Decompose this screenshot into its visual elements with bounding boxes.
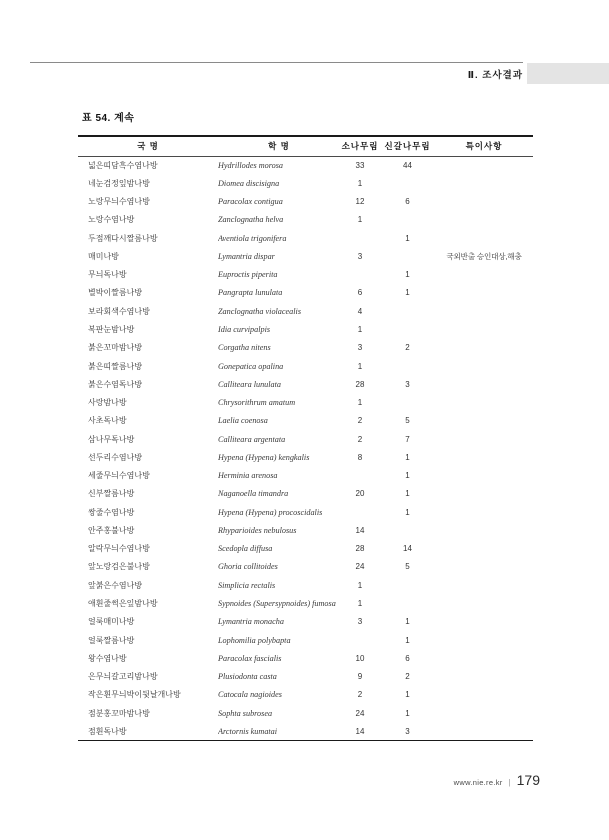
- cell-oak: [380, 320, 435, 338]
- cell-pine: 28: [355, 379, 365, 389]
- cell-note: [435, 503, 533, 521]
- cell-kor: 얼룩짤름나방: [88, 635, 135, 645]
- cell-oak: [380, 594, 435, 612]
- cell-pine: 14: [355, 525, 365, 535]
- page-number: 179: [516, 772, 540, 788]
- cell-oak: 2: [405, 343, 410, 353]
- cell-oak: 5: [405, 416, 410, 426]
- table-row: [78, 247, 533, 265]
- cell-pine: 33: [355, 160, 365, 170]
- cell-pine: 3: [357, 617, 363, 627]
- cell-oak: 6: [405, 653, 410, 663]
- cell-sci: Sophta subrosea: [218, 708, 273, 718]
- cell-kor: 알락무늬수염나방: [88, 544, 150, 554]
- footer-website: www.nie.re.kr: [453, 778, 503, 787]
- cell-oak: 1: [405, 708, 410, 718]
- cell-sci: Calliteara argentata: [218, 434, 286, 444]
- table-row: [78, 339, 533, 357]
- cell-sci: Simplicia rectalis: [218, 580, 276, 590]
- cell-note: [435, 631, 533, 649]
- cell-pine: 3: [357, 251, 363, 261]
- table-row: [78, 266, 533, 284]
- cell-sci: Naganoella timandra: [218, 489, 289, 499]
- cell-oak: [380, 211, 435, 229]
- cell-note: [435, 467, 533, 485]
- table-row: [78, 667, 533, 685]
- cell-pine: 6: [357, 288, 363, 298]
- cell-note: [435, 375, 533, 393]
- cell-sci: Hydrillodes morosa: [218, 160, 283, 170]
- section-header: Ⅱ. 조사결과: [467, 70, 523, 81]
- cell-note: [435, 667, 533, 685]
- cell-note: [435, 320, 533, 338]
- cell-kor: 사랑밤나방: [88, 398, 127, 408]
- table-row: [78, 558, 533, 576]
- cell-kor: 넓은띠담흑수염나방: [88, 160, 158, 170]
- table-row: [78, 704, 533, 722]
- cell-note: [435, 448, 533, 466]
- cell-pine: 2: [357, 690, 363, 700]
- cell-sci: Zanclognatha violacealis: [218, 306, 302, 316]
- cell-pine: [340, 229, 380, 247]
- cell-note: [435, 704, 533, 722]
- cell-oak: 1: [405, 452, 410, 462]
- table-row: [78, 613, 533, 631]
- cell-pine: 1: [357, 361, 363, 371]
- cell-kor: 은무늬갈고리밤나방: [88, 672, 158, 682]
- table-row: [78, 594, 533, 612]
- table-row: [78, 503, 533, 521]
- cell-pine: 12: [355, 197, 365, 207]
- cell-sci: Zanclognatha helva: [218, 215, 284, 225]
- column-header-pine-forest: 소나무림: [340, 136, 380, 156]
- cell-kor: 애흰줄썩은잎밤나방: [88, 599, 158, 608]
- cell-kor: 붉은띠짤름나방: [88, 361, 143, 371]
- cell-kor: 매미나방: [88, 251, 119, 261]
- cell-pine: [340, 631, 380, 649]
- cell-sci: Lophomilia polybapta: [218, 635, 291, 645]
- table-row: [78, 485, 533, 503]
- table-row: [78, 631, 533, 649]
- cell-sci: Herminia arenosa: [218, 471, 278, 481]
- cell-note: [435, 649, 533, 667]
- table-row: [78, 430, 533, 448]
- cell-note: [435, 156, 533, 174]
- cell-sci: Calliteara lunulata: [218, 379, 282, 389]
- cell-note: [435, 540, 533, 558]
- cell-sci: Catocala nagioides: [218, 690, 282, 700]
- cell-sci: Chrysorithrum amatum: [218, 398, 296, 408]
- cell-oak: 1: [405, 635, 410, 645]
- table-row: [78, 284, 533, 302]
- cell-oak: 1: [405, 507, 410, 517]
- table-title: 표 54. 계속: [82, 113, 135, 124]
- cell-oak: [380, 576, 435, 594]
- cell-kor: 삼나무독나방: [88, 434, 135, 444]
- cell-oak: 1: [405, 288, 410, 298]
- cell-kor: 점분홍꼬마밤나방: [88, 708, 150, 718]
- cell-sci: Hypena (Hypena) procoscidalis: [218, 507, 323, 517]
- cell-oak: 5: [405, 562, 410, 572]
- cell-note: [435, 393, 533, 411]
- cell-sci: Lymantria monacha: [218, 617, 284, 627]
- cell-oak: 44: [403, 160, 412, 170]
- cell-oak: 1: [405, 233, 410, 243]
- cell-note: [435, 686, 533, 704]
- header-rule: [30, 62, 523, 63]
- cell-note: [435, 485, 533, 503]
- cell-sci: Ghoria collitoides: [218, 562, 278, 572]
- column-header-scientific-name: 학 명: [218, 136, 340, 156]
- cell-pine: 1: [357, 178, 363, 188]
- cell-sci: Euproctis piperita: [218, 270, 278, 280]
- cell-pine: [340, 467, 380, 485]
- cell-kor: 붉은꼬마밤나방: [88, 343, 143, 353]
- table-row: [78, 686, 533, 704]
- cell-sci: Plusiodonta casta: [218, 672, 277, 682]
- cell-note: [435, 174, 533, 192]
- cell-sci: Paracolax contigua: [218, 197, 283, 207]
- cell-sci: Gonepatica opalina: [218, 361, 284, 371]
- cell-note: [435, 339, 533, 357]
- cell-kor: 노랑수염나방: [88, 215, 135, 225]
- cell-kor: 신부짤름나방: [88, 489, 135, 499]
- column-header-korean-name: 국 명: [78, 136, 218, 156]
- cell-note: [435, 576, 533, 594]
- cell-note: [435, 302, 533, 320]
- table-row: [78, 174, 533, 192]
- cell-sci: Hypena (Hypena) kengkalis: [218, 452, 310, 462]
- cell-pine: 8: [357, 452, 363, 462]
- cell-note: 국외반출 승인대상,해충: [446, 251, 522, 261]
- cell-sci: Scedopla diffusa: [218, 544, 273, 554]
- cell-sci: Aventiola trigonifera: [218, 233, 287, 243]
- cell-kor: 두점깨다시짤름나방: [88, 233, 158, 243]
- cell-oak: [380, 393, 435, 411]
- table-row: [78, 576, 533, 594]
- column-header-notes: 특이사항: [435, 136, 533, 156]
- cell-kor: 사초독나방: [88, 416, 127, 426]
- table-row: [78, 357, 533, 375]
- cell-sci: Diomea discisigna: [218, 178, 280, 188]
- cell-note: [435, 594, 533, 612]
- cell-pine: 3: [357, 343, 363, 353]
- table-row: [78, 412, 533, 430]
- cell-pine: 10: [355, 653, 365, 663]
- cell-oak: 1: [405, 617, 410, 627]
- cell-pine: 2: [357, 434, 363, 444]
- cell-kor: 앞노랑검은불나방: [88, 562, 150, 572]
- cell-pine: 20: [355, 489, 365, 499]
- table-row: [78, 156, 533, 174]
- cell-kor: 선두리수염나방: [88, 452, 143, 462]
- cell-kor: 복판눈밤나방: [88, 325, 135, 335]
- table-row: [78, 320, 533, 338]
- page-footer: [0, 772, 540, 790]
- cell-pine: 2: [357, 416, 363, 426]
- table-row: [78, 540, 533, 558]
- cell-pine: 14: [340, 722, 380, 740]
- cell-note: [435, 266, 533, 284]
- cell-oak: 7: [405, 434, 410, 444]
- cell-pine: 1: [357, 398, 363, 408]
- cell-pine: 28: [355, 544, 365, 554]
- table-row: [78, 521, 533, 539]
- footer-separator: |: [508, 778, 511, 787]
- cell-oak: 1: [405, 471, 410, 481]
- cell-pine: 1: [357, 599, 363, 608]
- cell-pine: [340, 503, 380, 521]
- cell-oak: 1: [405, 270, 410, 280]
- cell-sci: Pangrapta lunulata: [218, 288, 283, 298]
- cell-kor: 안주홍불나방: [88, 525, 135, 535]
- cell-sci: Lymantria dispar: [218, 251, 275, 261]
- cell-sci: Arctornis kumatai: [218, 722, 340, 740]
- table-row: [78, 393, 533, 411]
- cell-note: [435, 284, 533, 302]
- cell-sci: Paracolax fascialis: [218, 653, 282, 663]
- cell-oak: 3: [405, 379, 410, 389]
- cell-sci: Idia curvipalpis: [218, 325, 271, 335]
- cell-pine: 24: [355, 708, 365, 718]
- cell-pine: 1: [357, 580, 363, 590]
- cell-kor: 왕수염나방: [88, 653, 127, 663]
- cell-kor: 점흰독나방: [78, 722, 218, 740]
- cell-pine: 1: [357, 325, 363, 335]
- cell-note: [435, 211, 533, 229]
- cell-sci: Laelia coenosa: [218, 416, 268, 426]
- table-row: [78, 467, 533, 485]
- cell-oak: [380, 247, 435, 265]
- table-row: [78, 211, 533, 229]
- cell-sci: Corgatha nitens: [218, 343, 271, 353]
- table-row: [78, 302, 533, 320]
- species-table: [78, 135, 533, 741]
- cell-note: [435, 193, 533, 211]
- page-edge-tab: [527, 63, 609, 84]
- table-row: [78, 193, 533, 211]
- column-header-oak-forest: 신갈나무림: [380, 136, 435, 156]
- cell-kor: 무늬독나방: [88, 270, 127, 280]
- cell-note: [435, 722, 533, 740]
- cell-kor: 네눈검정잎밤나방: [88, 178, 150, 188]
- cell-kor: 쌍줄수염나방: [88, 507, 135, 517]
- cell-note: [435, 229, 533, 247]
- cell-kor: 얼룩매미나방: [88, 617, 135, 627]
- cell-oak: [380, 174, 435, 192]
- cell-sci: Sypnoides (Supersypnoides) fumosa: [218, 599, 336, 608]
- cell-note: [435, 521, 533, 539]
- cell-oak: 3: [380, 722, 435, 740]
- table-row: [78, 448, 533, 466]
- cell-oak: [380, 357, 435, 375]
- cell-note: [435, 558, 533, 576]
- cell-kor: 보라회색수염나방: [88, 306, 150, 316]
- table-row: [78, 375, 533, 393]
- table-header-row: [78, 136, 533, 156]
- cell-note: [435, 412, 533, 430]
- cell-oak: 14: [403, 544, 412, 554]
- cell-kor: 별박이짤름나방: [88, 288, 143, 298]
- table-row: [78, 229, 533, 247]
- cell-oak: 1: [405, 690, 410, 700]
- cell-sci: Rhyparioides nebulosus: [218, 525, 297, 535]
- cell-oak: 1: [405, 489, 410, 499]
- cell-note: [435, 613, 533, 631]
- cell-note: [435, 430, 533, 448]
- cell-kor: 붉은수염독나방: [88, 379, 143, 389]
- cell-kor: 노랑무늬수염나방: [88, 197, 150, 207]
- cell-pine: [340, 266, 380, 284]
- cell-oak: [380, 521, 435, 539]
- cell-kor: 작은흰무늬박이뒷날개나방: [88, 690, 181, 700]
- cell-pine: 1: [357, 215, 363, 225]
- cell-kor: 앞붉은수염나방: [88, 580, 143, 590]
- cell-oak: [380, 302, 435, 320]
- cell-pine: 9: [357, 672, 363, 682]
- cell-kor: 세줄무늬수염나방: [88, 471, 150, 481]
- cell-pine: 24: [355, 562, 365, 572]
- table-row: [78, 649, 533, 667]
- cell-oak: 6: [405, 197, 410, 207]
- table-row: [78, 722, 533, 740]
- cell-pine: 4: [357, 306, 363, 316]
- cell-note: [435, 357, 533, 375]
- cell-oak: 2: [405, 672, 410, 682]
